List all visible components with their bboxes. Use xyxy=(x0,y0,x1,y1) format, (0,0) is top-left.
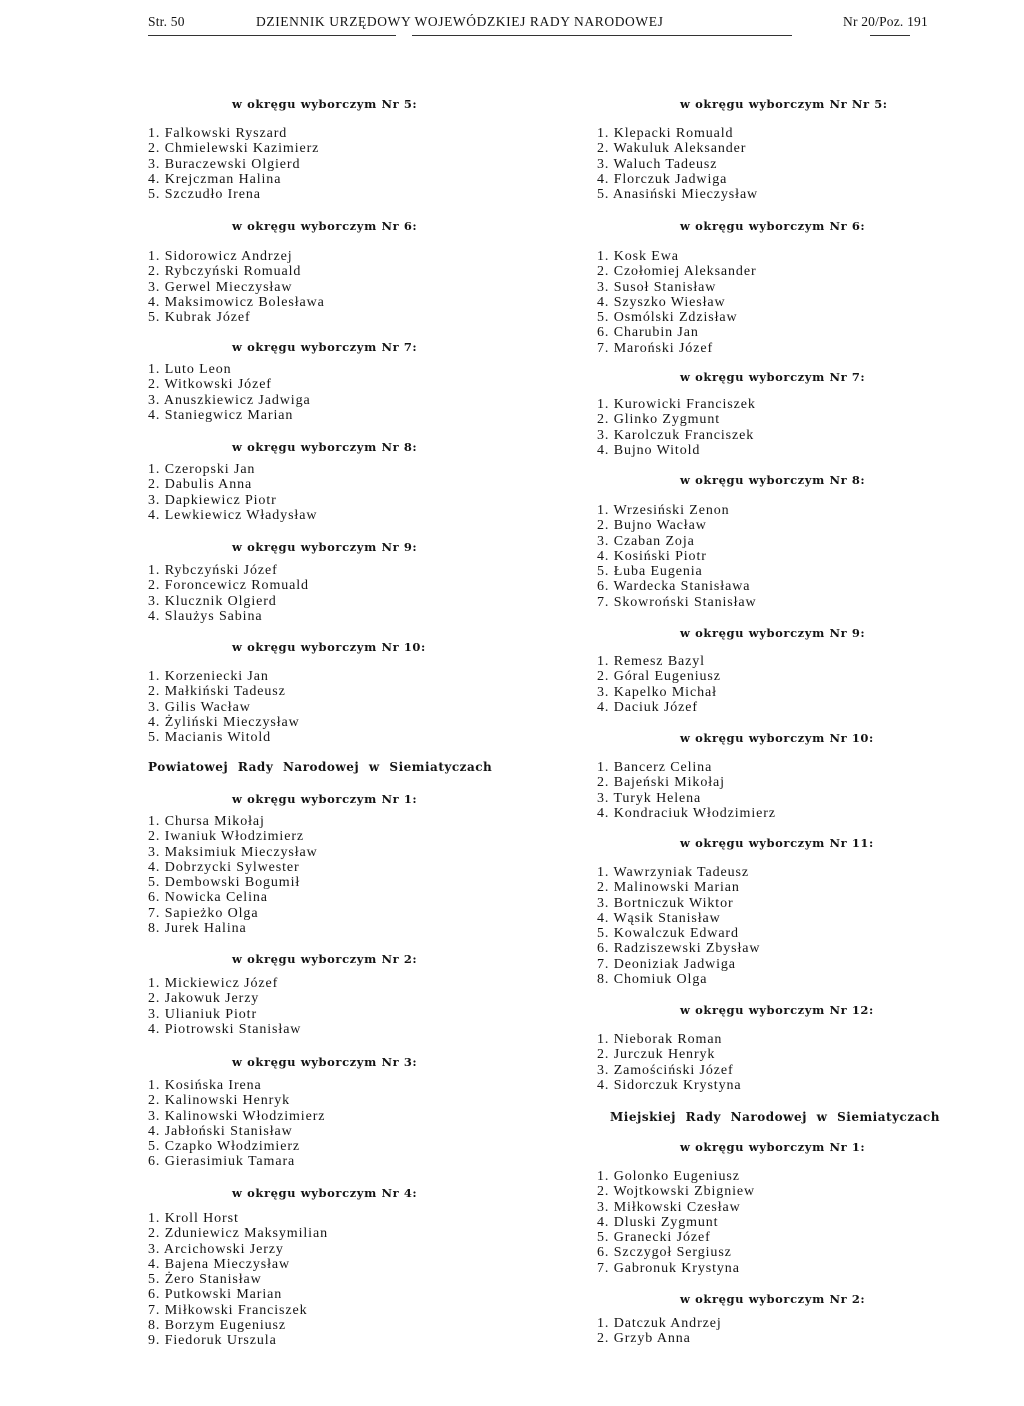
candidate-item: 3. Czaban Zoja xyxy=(597,533,695,549)
district-heading: w okręgu wyborczym Nr 8: xyxy=(232,440,418,454)
candidate-item: 1. Kurowicki Franciszek xyxy=(597,397,756,412)
candidate-item: 1. Bancerz Celina xyxy=(597,760,713,775)
candidate-item: 4. Dobrzycki Sylwester xyxy=(148,859,300,875)
candidate-item: 3. Buraczewski Olgierd xyxy=(148,156,301,172)
candidate-item: 8. Borzym Eugeniusz xyxy=(148,1318,287,1334)
candidate-item: 2. Czołomiej Aleksander xyxy=(597,264,757,280)
candidate-item: 3. Gilis Wacław xyxy=(148,699,251,715)
candidate-item: 9. Fiedoruk Urszula xyxy=(148,1333,277,1349)
candidate-item: 2. Jurczuk Henryk xyxy=(597,1047,716,1063)
candidate-list xyxy=(148,1211,328,1349)
candidate-item: 4. Bajena Mieczysław xyxy=(148,1256,291,1272)
district-heading: w okręgu wyborczym Nr 2: xyxy=(680,1292,866,1306)
candidate-item: 3. Miłkowski Czesław xyxy=(597,1199,741,1215)
candidate-list xyxy=(597,1032,742,1093)
candidate-item: 2. Witkowski Józef xyxy=(148,377,272,393)
candidate-item: 4. Sidorczuk Krystyna xyxy=(597,1077,742,1093)
candidate-item: 4. Staniegwicz Marian xyxy=(148,407,294,423)
candidate-item: 8. Chomiuk Olga xyxy=(597,972,708,988)
district-heading: w okręgu wyborczym Nr 2: xyxy=(232,952,418,966)
candidate-item: 3. Dapkiewicz Piotr xyxy=(148,492,277,508)
candidate-item: 1. Klepacki Romuald xyxy=(597,126,734,141)
candidate-item: 5. Macianis Witold xyxy=(148,730,272,746)
candidate-list xyxy=(597,249,757,356)
candidate-item: 2. Glinko Zygmunt xyxy=(597,412,721,428)
district-heading: w okręgu wyborczym Nr 7: xyxy=(680,370,866,384)
candidate-item: 6. Wardecka Stanisława xyxy=(597,579,751,595)
candidate-item: 1. Sidorowicz Andrzej xyxy=(148,249,293,264)
district-heading: w okręgu wyborczym Nr 9: xyxy=(232,540,418,554)
district-heading: w okręgu wyborczym Nr 10: xyxy=(232,640,426,654)
candidate-item: 4. Dluski Zygmunt xyxy=(597,1214,719,1230)
candidate-item: 7. Skowroński Stanisław xyxy=(597,594,757,610)
candidate-item: 5. Osmólski Zdzisław xyxy=(597,310,738,326)
candidate-item: 3. Zamościński Józef xyxy=(597,1062,734,1078)
candidate-item: 2. Góral Eugeniusz xyxy=(597,669,721,685)
candidate-item: 3. Kapelko Michał xyxy=(597,684,717,700)
candidate-item: 3. Klucznik Olgierd xyxy=(148,593,277,609)
candidate-item: 1. Mickiewicz Józef xyxy=(148,976,279,991)
candidate-item: 2. Rybczyński Romuald xyxy=(148,264,302,280)
candidate-item: 4. Florczuk Jadwiga xyxy=(597,171,728,187)
candidate-item: 5. Kowalczuk Edward xyxy=(597,926,739,942)
candidate-list xyxy=(597,760,776,821)
district-heading: w okręgu wyborczym Nr 11: xyxy=(680,836,874,850)
candidate-item: 2. Iwaniuk Włodzimierz xyxy=(148,829,304,845)
candidate-item: 2. Foroncewicz Romuald xyxy=(148,578,309,594)
candidate-item: 3. Ulianiuk Piotr xyxy=(148,1006,258,1022)
candidate-item: 2. Grzyb Anna xyxy=(597,1331,691,1347)
candidate-item: 1. Czeropski Jan xyxy=(148,462,256,477)
candidate-item: 3. Waluch Tadeusz xyxy=(597,156,718,172)
candidate-list xyxy=(597,397,756,458)
candidate-item: 7. Maroński Józef xyxy=(597,340,714,356)
candidate-item: 1. Luto Leon xyxy=(148,362,232,377)
candidate-item: 1. Chursa Mikołaj xyxy=(148,814,265,829)
candidate-item: 4. Piotrowski Stanisław xyxy=(148,1021,302,1037)
candidate-item: 4. Jabłoński Stanisław xyxy=(148,1123,293,1139)
candidate-item: 6. Szczygoł Sergiusz xyxy=(597,1245,732,1261)
district-heading: w okręgu wyborczym Nr Nr 5: xyxy=(680,97,888,111)
candidate-item: 2. Dabulis Anna xyxy=(148,477,253,493)
candidate-item: 3. Anuszkiewicz Jadwiga xyxy=(148,392,311,408)
district-heading: w okręgu wyborczym Nr 10: xyxy=(680,731,874,745)
candidate-item: 1. Rybczyński Józef xyxy=(148,563,278,578)
journal-title: DZIENNIK URZĘDOWY WOJEWÓDZKIEJ RADY NARODOWEJ xyxy=(256,14,664,29)
candidate-item: 7. Sapieżko Olga xyxy=(148,905,259,921)
candidate-item: 2. Malinowski Marian xyxy=(597,880,740,896)
candidate-item: 6. Nowicka Celina xyxy=(148,890,268,906)
candidate-list xyxy=(597,865,760,987)
candidate-item: 5. Kubrak Józef xyxy=(148,310,251,326)
district-heading: w okręgu wyborczym Nr 6: xyxy=(232,219,418,233)
candidate-item: 4. Daciuk Józef xyxy=(597,699,698,715)
council-title: Miejskiej Rady Narodowej w Siemiatyczach xyxy=(610,1110,940,1124)
candidate-item: 3. Arcichowski Jerzy xyxy=(148,1241,284,1257)
candidate-item: 3. Karolczuk Franciszek xyxy=(597,427,755,443)
candidate-list xyxy=(148,126,319,202)
candidate-item: 3. Gerwel Mieczysław xyxy=(148,279,293,295)
district-heading: w okręgu wyborczym Nr 3: xyxy=(232,1055,418,1069)
candidate-item: 7. Gabronuk Krystyna xyxy=(597,1260,740,1276)
district-heading: w okręgu wyborczym Nr 9: xyxy=(680,626,866,640)
candidate-list xyxy=(597,1169,755,1276)
candidate-item: 8. Jurek Halina xyxy=(148,921,247,937)
candidate-list xyxy=(148,814,318,936)
candidate-item: 1. Datczuk Andrzej xyxy=(597,1316,722,1331)
candidate-item: 6. Putkowski Marian xyxy=(148,1287,283,1303)
candidate-item: 5. Szczudło Irena xyxy=(148,187,261,203)
candidate-item: 1. Korzeniecki Jan xyxy=(148,669,269,684)
candidate-item: 1. Wawrzyniak Tadeusz xyxy=(597,865,749,880)
candidate-item: 1. Nieborak Roman xyxy=(597,1032,723,1047)
candidate-list xyxy=(597,654,721,715)
candidate-list xyxy=(148,362,311,423)
district-heading: w okręgu wyborczym Nr 4: xyxy=(232,1186,418,1200)
candidate-item: 2. Bujno Wacław xyxy=(597,518,707,534)
candidate-item: 1. Kosińska Irena xyxy=(148,1078,262,1093)
candidate-list xyxy=(148,563,309,624)
candidate-list xyxy=(148,669,300,745)
district-heading: w okręgu wyborczym Nr 1: xyxy=(232,792,418,806)
candidate-item: 1. Wrzesiński Zenon xyxy=(597,503,730,518)
candidate-item: 2. Wakuluk Aleksander xyxy=(597,141,747,157)
candidate-item: 4. Slaużys Sabina xyxy=(148,608,263,624)
candidate-item: 5. Dembowski Bogumił xyxy=(148,875,301,891)
header-rule xyxy=(196,35,396,36)
candidate-item: 4. Wąsik Stanisław xyxy=(597,910,721,926)
candidate-item: 4. Żyliński Mieczysław xyxy=(148,714,300,730)
candidate-item: 5. Czapko Włodzimierz xyxy=(148,1139,300,1155)
candidate-item: 3. Bortniczuk Wiktor xyxy=(597,895,734,911)
candidate-item: 7. Deoniziak Jadwiga xyxy=(597,956,736,972)
council-title: Powiatowej Rady Narodowej w Siemiatyczach xyxy=(148,760,493,774)
candidate-item: 5. Żero Stanisław xyxy=(148,1272,262,1288)
candidate-item: 1. Kroll Horst xyxy=(148,1211,239,1226)
district-heading: w okręgu wyborczym Nr 6: xyxy=(680,219,866,233)
candidate-item: 4. Kosiński Piotr xyxy=(597,548,707,564)
candidate-item: 2. Jakowuk Jerzy xyxy=(148,991,260,1007)
candidate-list xyxy=(148,1078,325,1170)
candidate-item: 4. Szyszko Wiesław xyxy=(597,294,726,310)
header-rule xyxy=(870,35,910,36)
candidate-item: 2. Wojtkowski Zbigniew xyxy=(597,1184,756,1200)
candidate-list xyxy=(148,976,301,1037)
candidate-item: 6. Radziszewski Zbysław xyxy=(597,941,761,957)
candidate-item: 4. Kondraciuk Włodzimierz xyxy=(597,805,776,821)
candidate-list xyxy=(148,462,317,523)
candidate-item: 4. Krejczman Halina xyxy=(148,171,282,187)
candidate-item: 1. Remesz Bazyl xyxy=(597,654,705,669)
candidate-item: 1. Golonko Eugeniusz xyxy=(597,1169,740,1184)
candidate-item: 2. Bajeński Mikołaj xyxy=(597,775,725,791)
candidate-item: 3. Turyk Helena xyxy=(597,790,702,806)
candidate-list xyxy=(148,249,325,325)
candidate-item: 3. Kalinowski Włodzimierz xyxy=(148,1108,326,1124)
candidate-list xyxy=(597,126,758,202)
candidate-list xyxy=(597,1316,722,1347)
candidate-item: 3. Susoł Stanisław xyxy=(597,279,717,295)
candidate-item: 4. Maksimowicz Bolesława xyxy=(148,294,325,310)
header-rule xyxy=(412,35,792,36)
candidate-list xyxy=(597,503,757,610)
candidate-item: 5. Łuba Eugenia xyxy=(597,564,703,580)
candidate-item: 3. Maksimiuk Mieczysław xyxy=(148,844,318,860)
candidate-item: 2. Zduniewicz Maksymilian xyxy=(148,1226,328,1242)
district-heading: w okręgu wyborczym Nr 5: xyxy=(232,97,418,111)
candidate-item: 2. Kalinowski Henryk xyxy=(148,1093,291,1109)
candidate-item: 1. Kosk Ewa xyxy=(597,249,679,264)
candidate-item: 4. Bujno Witold xyxy=(597,442,701,458)
district-heading: w okręgu wyborczym Nr 7: xyxy=(232,340,418,354)
page-number: Str. 50 xyxy=(148,14,185,29)
district-heading: w okręgu wyborczym Nr 12: xyxy=(680,1003,874,1017)
candidate-item: 5. Anasiński Mieczysław xyxy=(597,187,759,203)
district-heading: w okręgu wyborczym Nr 1: xyxy=(680,1140,866,1154)
candidate-item: 7. Miłkowski Franciszek xyxy=(148,1302,308,1318)
issue-position: Nr 20/Poz. 191 xyxy=(843,14,928,29)
district-heading: w okręgu wyborczym Nr 8: xyxy=(680,473,866,487)
candidate-item: 1. Falkowski Ryszard xyxy=(148,126,288,141)
candidate-item: 5. Granecki Józef xyxy=(597,1230,711,1246)
candidate-item: 2. Chmielewski Kazimierz xyxy=(148,141,320,157)
candidate-item: 2. Małkiński Tadeusz xyxy=(148,684,286,700)
candidate-item: 6. Charubin Jan xyxy=(597,325,699,341)
candidate-item: 4. Lewkiewicz Władysław xyxy=(148,507,318,523)
candidate-item: 6. Gierasimiuk Tamara xyxy=(148,1154,296,1170)
